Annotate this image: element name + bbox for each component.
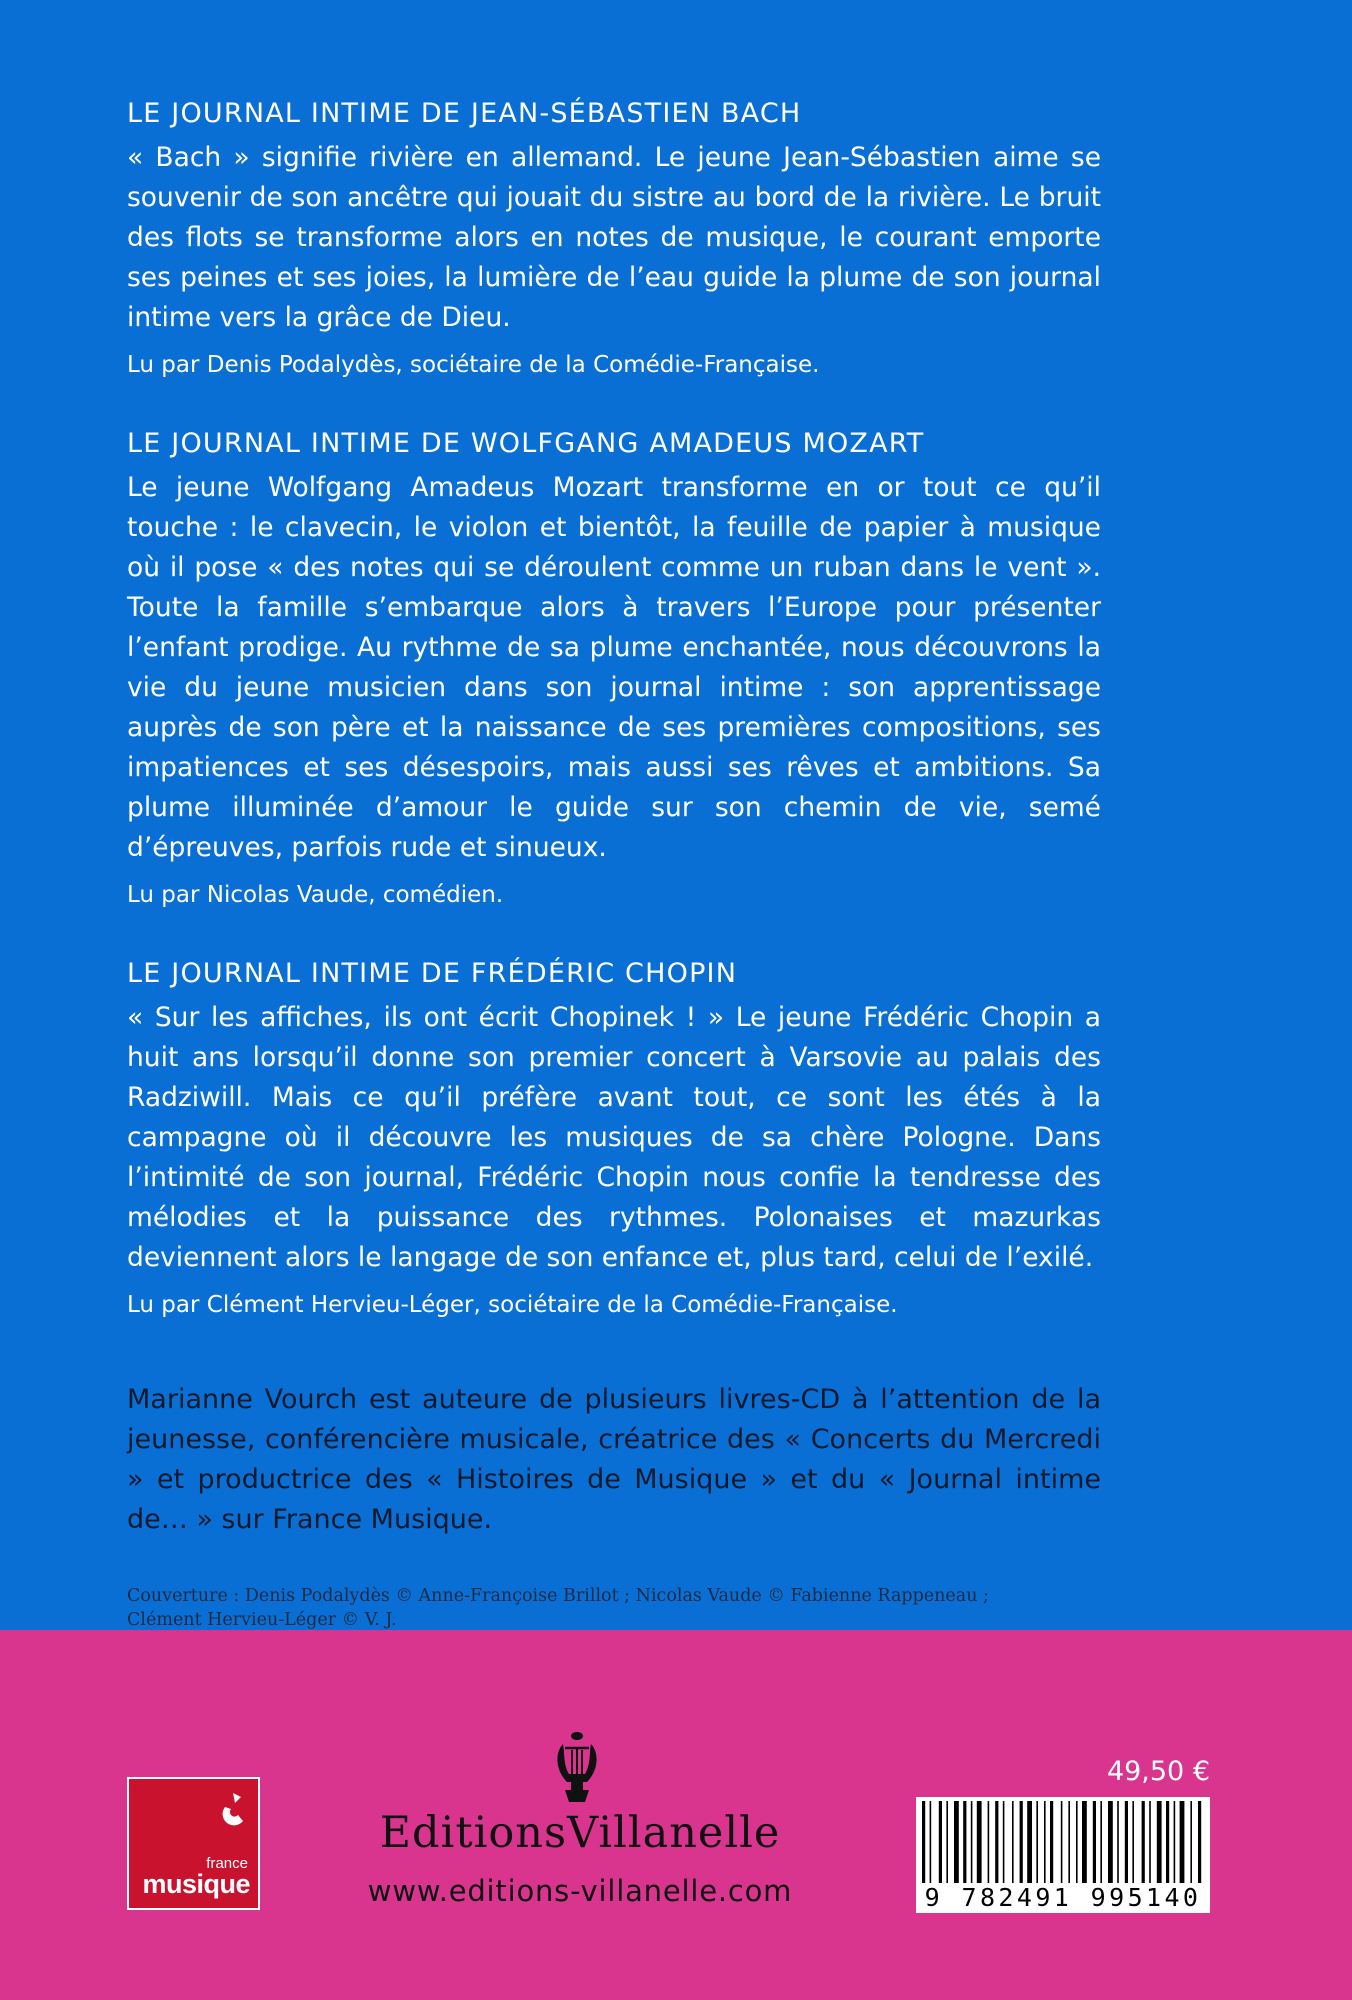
photo-credits xyxy=(127,1584,1101,1632)
price: 49,50 € xyxy=(1106,1756,1210,1787)
barcode-bar xyxy=(1061,1801,1063,1891)
section-title: LE JOURNAL INTIME DE FRÉDÉRIC CHOPIN xyxy=(127,958,738,989)
lyre-icon xyxy=(551,1730,603,1806)
barcode-bar xyxy=(1125,1801,1128,1891)
section-body: « Bach » signifie rivière en allemand. Le jeune Jean-Sébastien aime se souvenir de son ancêtre qui jouait du sistre au bord de la rivière. Le bruit des flots se transforme alors en notes de musique, le courant emporte ses peines et ses joies, la lumière de l’eau guide la plume de son journal intime vers la grâce de Dieu. xyxy=(127,142,1101,333)
credits-line: Clément Hervieu-Léger © V. J. xyxy=(127,1610,397,1630)
barcode-bar xyxy=(1198,1801,1201,1891)
barcode-bar xyxy=(1036,1801,1038,1891)
isbn-number: 9 782491 995140 xyxy=(916,1883,1210,1913)
section-chopin xyxy=(127,956,1101,1322)
barcode-bar xyxy=(1117,1801,1119,1891)
section-body: « Sur les affiches, ils ont écrit Chopinek ! » Le jeune Frédéric Chopin a huit ans lorsqu’il donne son premier concert à Varsovie au palais des Radziwill. Mais ce qu’il préfère avant tout, ce sont les étés à la campagne où il découvre les musiques de sa chère Pologne. Dans l’intimité de son journal, Frédéric Chopin nous confie la tendresse des mélodies et la puissance des rythmes. Polonaises et mazurkas deviennent alors le langage de son enfance et, plus tard, celui de l’exilé. xyxy=(127,1002,1101,1273)
barcode-bar xyxy=(1142,1801,1145,1891)
barcode-bar xyxy=(1003,1801,1005,1891)
section-body: Le jeune Wolfgang Amadeus Mozart transforme en or tout ce qu’il touche : le clavecin, le violon et bientôt, la feuille de papier à musique où il pose « des notes qui se déroulent comme un ruban dans le vent ». Toute la famille s’embarque alors à travers l’Europe pour présenter l’enfant prodige. Au rythme de sa plume enchantée, nous découvrons la vie du jeune musicien dans son journal intime : son apprentissage auprès de son père et la naissance de ses premières compositions, ses impatiences et ses désespoirs, mais aussi ses rêves et ambitions. Sa plume illuminée d’amour le guide sur son chemin de vie, semé d’épreuves, parfois rude et sinueux. xyxy=(127,472,1101,863)
barcode-bar xyxy=(977,1801,982,1891)
barcode xyxy=(916,1797,1210,1913)
section-reader: Lu par Denis Podalydès, sociétaire de la Comédie-Française. xyxy=(127,352,820,378)
barcode-bar xyxy=(1068,1801,1070,1891)
barcode-bar xyxy=(1190,1801,1192,1891)
barcode-bar xyxy=(1076,1801,1078,1891)
barcode-bar xyxy=(1082,1801,1087,1891)
barcode-bar xyxy=(1166,1801,1169,1891)
barcode-bar xyxy=(946,1801,948,1891)
barcode-bar xyxy=(1149,1801,1151,1891)
barcode-bar xyxy=(1180,1801,1185,1891)
france-musique-mark-icon xyxy=(219,1791,249,1827)
section-mozart xyxy=(127,426,1101,912)
section-bach xyxy=(127,96,1101,382)
barcode-bars xyxy=(916,1797,1210,1893)
credits-line: Couverture : Denis Podalydès © Anne-Françoise Brillot ; Nicolas Vaude © Fabienne Rappeneau ; xyxy=(127,1586,989,1606)
section-reader: Lu par Nicolas Vaude, comédien. xyxy=(127,882,504,908)
barcode-bar xyxy=(963,1801,966,1891)
barcode-bar xyxy=(1108,1801,1113,1891)
section-title: LE JOURNAL INTIME DE WOLFGANG AMADEUS MOZART xyxy=(127,428,925,459)
barcode-bar xyxy=(1157,1801,1162,1891)
france-musique-big-text: musique xyxy=(142,1869,250,1899)
barcode-bar xyxy=(1093,1801,1096,1891)
description-column xyxy=(127,96,1101,1632)
barcode-bar xyxy=(995,1801,998,1891)
section-reader: Lu par Clément Hervieu-Léger, sociétaire de la Comédie-Française. xyxy=(127,1292,898,1318)
section-title: LE JOURNAL INTIME DE JEAN-SÉBASTIEN BACH xyxy=(127,98,802,129)
author-bio: Marianne Vourch est auteure de plusieurs livres-CD à l’attention de la jeunesse, conférencière musicale, créatrice des « Concerts du Mercredi » et productrice des « Histoires de Musique » et du « Journal intime de… » sur France Musique. xyxy=(127,1384,1101,1535)
barcode-bar xyxy=(1012,1801,1014,1891)
france-musique-logo xyxy=(127,1777,260,1910)
barcode-bar xyxy=(1044,1801,1046,1891)
barcode-bar xyxy=(954,1801,959,1891)
barcode-bar xyxy=(939,1801,942,1891)
barcode-bar xyxy=(1100,1801,1102,1891)
barcode-bar xyxy=(1174,1801,1176,1891)
barcode-bar xyxy=(930,1801,932,1891)
barcode-bar xyxy=(1050,1801,1053,1891)
barcode-bar xyxy=(988,1801,990,1891)
france-musique-small-text: france xyxy=(206,1855,248,1872)
barcode-bar xyxy=(1020,1801,1023,1891)
barcode-bar xyxy=(1027,1801,1032,1891)
publisher-name: EditionsVillanelle xyxy=(379,1808,781,1858)
barcode-bar xyxy=(971,1801,973,1891)
barcode-bar xyxy=(922,1801,925,1891)
publisher-website: www.editions-villanelle.com xyxy=(367,1874,793,1908)
barcode-bar xyxy=(1132,1801,1134,1891)
